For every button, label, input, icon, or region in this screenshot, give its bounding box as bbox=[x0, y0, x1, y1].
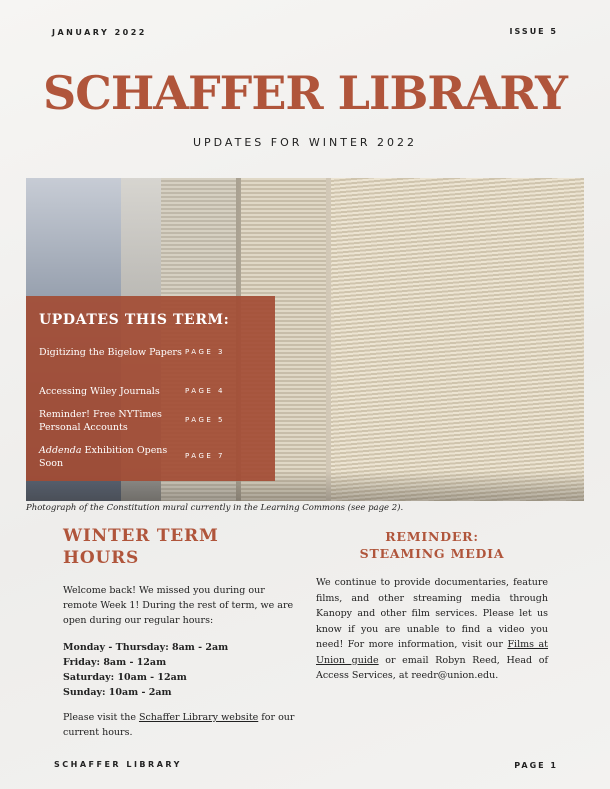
update-page-ref: PAGE 5 bbox=[185, 416, 225, 424]
films-at-union-guide-link[interactable]: Films at Union guide bbox=[316, 639, 548, 666]
footer-page-number: PAGE 1 bbox=[514, 761, 558, 770]
schaffer-library-website-link[interactable]: Schaffer Library website bbox=[138, 712, 259, 723]
reminder-heading-line1: REMINDER: bbox=[385, 529, 479, 544]
footer-library-name: SCHAFFER LIBRARY bbox=[54, 760, 182, 769]
hours-sun: Sunday: 10am - 2am bbox=[63, 687, 172, 698]
reminder-heading-line2: STEAMING MEDIA bbox=[359, 546, 505, 561]
update-item-wiley[interactable]: Accessing Wiley Journals bbox=[39, 386, 160, 397]
update-item-bigelow[interactable]: Digitizing the Bigelow Papers bbox=[39, 347, 182, 358]
reminder-body-after: or email Robyn Reed, Head of Access Services, at reedr@union.edu. bbox=[316, 654, 549, 681]
winter-term-hours-heading: WINTER TERM HOURS bbox=[63, 526, 219, 568]
issue-date: JANUARY 2022 bbox=[52, 28, 147, 37]
update-item-addenda[interactable] bbox=[39, 444, 189, 470]
update-page-ref: PAGE 7 bbox=[185, 452, 225, 460]
updates-box-title: UPDATES THIS TERM: bbox=[39, 312, 230, 328]
reminder-body-before: We continue to provide documentaries, feature films, and other streaming media through Kanopy and other film services. Please let us know if you are unable to find a video you need! For more information, visit our bbox=[316, 577, 548, 650]
update-item-addenda-italic: Addenda bbox=[39, 445, 82, 456]
hours-sat: Saturday: 10am - 12am bbox=[63, 672, 187, 683]
winter-term-footer-before: Please visit the bbox=[63, 712, 139, 723]
reminder-body bbox=[316, 575, 548, 684]
winter-term-footer bbox=[63, 710, 295, 740]
winter-term-footer-after: for our current hours. bbox=[63, 712, 295, 738]
reminder-streaming-heading bbox=[330, 528, 534, 562]
newsletter-title: SCHAFFER LIBRARY bbox=[43, 66, 567, 120]
hours-fri: Friday: 8am - 12am bbox=[63, 657, 167, 668]
update-page-ref: PAGE 3 bbox=[185, 348, 225, 356]
hours-mon-thu: Monday - Thursday: 8am - 2am bbox=[63, 642, 229, 653]
issue-number: ISSUE 5 bbox=[509, 27, 558, 36]
update-item-nytimes[interactable]: Reminder! Free NYTimes Personal Accounts bbox=[39, 409, 162, 433]
library-hours-list bbox=[63, 640, 295, 700]
photo-caption: Photograph of the Constitution mural currently in the Learning Commons (see page 2). bbox=[26, 503, 404, 513]
update-page-ref: PAGE 4 bbox=[185, 387, 225, 395]
winter-term-intro-text: Welcome back! We missed you during our remote Week 1! During the rest of term, we are open during our regular hours: bbox=[63, 585, 294, 626]
updates-this-term-box bbox=[26, 296, 275, 481]
update-item-addenda-rest: Exhibition Opens Soon bbox=[39, 445, 168, 469]
winter-term-intro bbox=[63, 583, 295, 643]
newsletter-subtitle: UPDATES FOR WINTER 2022 bbox=[192, 136, 418, 149]
